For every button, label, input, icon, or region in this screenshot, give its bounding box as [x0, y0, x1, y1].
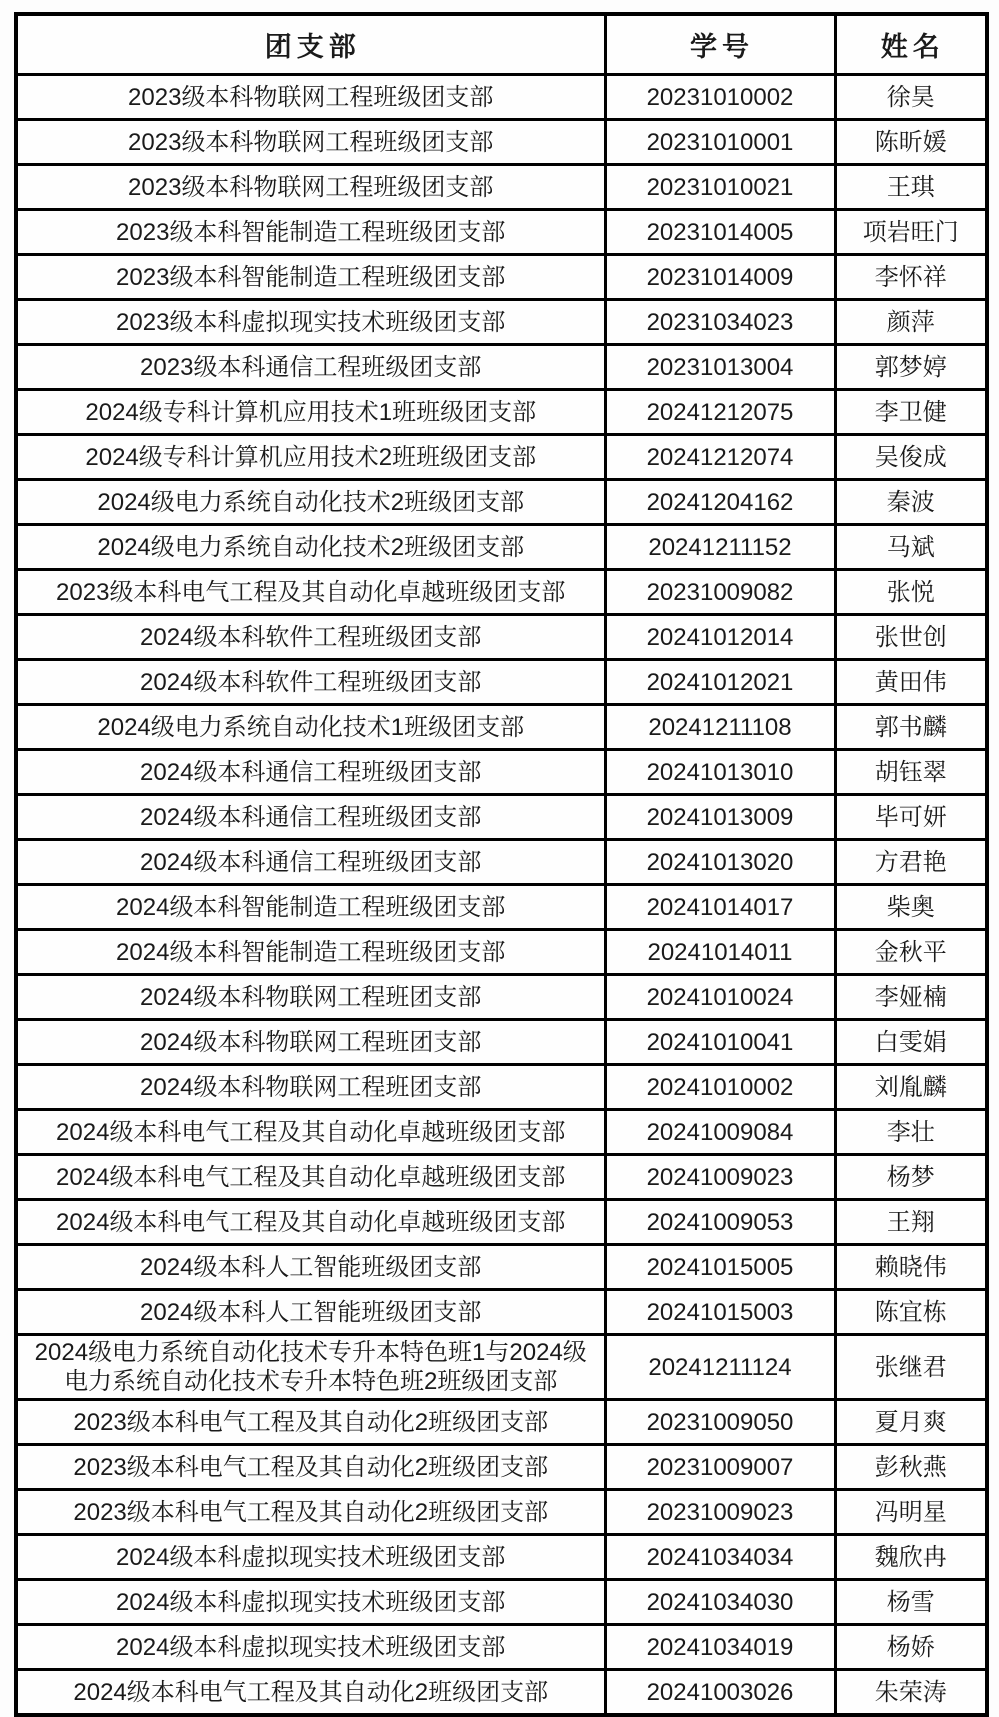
- name-cell: 陈宜栋: [835, 1290, 987, 1335]
- table-row: [16, 165, 987, 210]
- name-cell: 王翔: [835, 1200, 987, 1245]
- branch-cell: 2024级本科电气工程及其自动化卓越班级团支部: [16, 1200, 605, 1245]
- table-row: [16, 1155, 987, 1200]
- name-cell: 杨雪: [835, 1580, 987, 1625]
- name-cell: 郭书麟: [835, 705, 987, 750]
- table-row: [16, 1065, 987, 1110]
- branch-cell: 2023级本科电气工程及其自动化2班级团支部: [16, 1445, 605, 1490]
- student-id-cell: 20241009023: [605, 1155, 835, 1200]
- branch-cell: 2023级本科虚拟现实技术班级团支部: [16, 300, 605, 345]
- student-id-cell: 20241204162: [605, 480, 835, 525]
- branch-cell: 2024级本科物联网工程班团支部: [16, 1020, 605, 1065]
- table-row: [16, 525, 987, 570]
- table-row: [16, 210, 987, 255]
- student-id-cell: 20231009050: [605, 1400, 835, 1445]
- student-id-cell: 20231014005: [605, 210, 835, 255]
- student-id-cell: 20241013009: [605, 795, 835, 840]
- student-id-cell: 20241015003: [605, 1290, 835, 1335]
- branch-cell: 2024级本科人工智能班级团支部: [16, 1245, 605, 1290]
- table-row: [16, 1290, 987, 1335]
- name-cell: 陈昕媛: [835, 120, 987, 165]
- student-id-cell: 20241013010: [605, 750, 835, 795]
- branch-cell: 2023级本科物联网工程班级团支部: [16, 75, 605, 120]
- branch-cell: 2023级本科通信工程班级团支部: [16, 345, 605, 390]
- table-row: [16, 1245, 987, 1290]
- name-cell: 朱荣涛: [835, 1670, 987, 1716]
- name-cell: 马斌: [835, 525, 987, 570]
- branch-cell: 2024级电力系统自动化技术专升本特色班1与2024级电力系统自动化技术专升本特色班2班级团支部: [16, 1335, 605, 1400]
- branch-cell: 2024级本科虚拟现实技术班级团支部: [16, 1535, 605, 1580]
- student-id-cell: 20231010002: [605, 75, 835, 120]
- table-row: [16, 1445, 987, 1490]
- name-cell: 张悦: [835, 570, 987, 615]
- table-row: [16, 75, 987, 120]
- student-id-cell: 20241034034: [605, 1535, 835, 1580]
- branch-cell: 2024级本科虚拟现实技术班级团支部: [16, 1580, 605, 1625]
- branch-cell: 2024级本科通信工程班级团支部: [16, 840, 605, 885]
- name-cell: 颜萍: [835, 300, 987, 345]
- branch-cell: 2024级专科计算机应用技术1班班级团支部: [16, 390, 605, 435]
- league-branch-roster-table: [14, 12, 989, 1717]
- branch-cell: 2024级本科智能制造工程班级团支部: [16, 930, 605, 975]
- name-cell: 彭秋燕: [835, 1445, 987, 1490]
- branch-cell: 2023级本科电气工程及其自动化2班级团支部: [16, 1400, 605, 1445]
- table-row: [16, 1110, 987, 1155]
- table-row: [16, 660, 987, 705]
- table-row: [16, 1400, 987, 1445]
- name-cell: 夏月爽: [835, 1400, 987, 1445]
- header-name: 姓名: [835, 14, 987, 75]
- name-cell: 李怀祥: [835, 255, 987, 300]
- branch-cell: 2023级本科物联网工程班级团支部: [16, 120, 605, 165]
- student-id-cell: 20241013020: [605, 840, 835, 885]
- branch-cell: 2024级本科软件工程班级团支部: [16, 615, 605, 660]
- table-row: [16, 390, 987, 435]
- student-id-cell: 20231014009: [605, 255, 835, 300]
- table-row: [16, 255, 987, 300]
- table-row: [16, 1670, 987, 1716]
- student-id-cell: 20231010001: [605, 120, 835, 165]
- table-row: [16, 480, 987, 525]
- student-id-cell: 20241014011: [605, 930, 835, 975]
- student-id-cell: 20231009082: [605, 570, 835, 615]
- student-id-cell: 20231010021: [605, 165, 835, 210]
- name-cell: 毕可妍: [835, 795, 987, 840]
- table-row: [16, 795, 987, 840]
- student-id-cell: 20241034019: [605, 1625, 835, 1670]
- header-student-id: 学号: [605, 14, 835, 75]
- name-cell: 金秋平: [835, 930, 987, 975]
- name-cell: 白雯娟: [835, 1020, 987, 1065]
- branch-cell: 2024级电力系统自动化技术1班级团支部: [16, 705, 605, 750]
- student-id-cell: 20241015005: [605, 1245, 835, 1290]
- branch-cell: 2023级本科电气工程及其自动化卓越班级团支部: [16, 570, 605, 615]
- name-cell: 项岩旺门: [835, 210, 987, 255]
- table-row: [16, 1200, 987, 1245]
- name-cell: 柴奥: [835, 885, 987, 930]
- branch-cell: 2023级本科电气工程及其自动化2班级团支部: [16, 1490, 605, 1535]
- branch-cell: 2024级电力系统自动化技术2班级团支部: [16, 480, 605, 525]
- table-row: [16, 1535, 987, 1580]
- name-cell: 赖晓伟: [835, 1245, 987, 1290]
- table-row: [16, 615, 987, 660]
- table-body: [16, 75, 987, 1716]
- branch-cell: 2024级本科电气工程及其自动化卓越班级团支部: [16, 1110, 605, 1155]
- table-row: [16, 1335, 987, 1400]
- student-id-cell: 20241212074: [605, 435, 835, 480]
- name-cell: 秦波: [835, 480, 987, 525]
- student-id-cell: 20241014017: [605, 885, 835, 930]
- student-id-cell: 20241211124: [605, 1335, 835, 1400]
- student-id-cell: 20241212075: [605, 390, 835, 435]
- branch-cell: 2024级本科通信工程班级团支部: [16, 795, 605, 840]
- table-row: [16, 1625, 987, 1670]
- table-row: [16, 705, 987, 750]
- branch-cell: 2023级本科智能制造工程班级团支部: [16, 210, 605, 255]
- branch-cell: 2024级电力系统自动化技术2班级团支部: [16, 525, 605, 570]
- student-id-cell: 20241009053: [605, 1200, 835, 1245]
- name-cell: 吴俊成: [835, 435, 987, 480]
- header-branch: 团支部: [16, 14, 605, 75]
- branch-cell: 2024级本科物联网工程班团支部: [16, 975, 605, 1020]
- branch-cell: 2024级专科计算机应用技术2班班级团支部: [16, 435, 605, 480]
- branch-cell: 2024级本科智能制造工程班级团支部: [16, 885, 605, 930]
- branch-cell: 2024级本科人工智能班级团支部: [16, 1290, 605, 1335]
- student-id-cell: 20241034030: [605, 1580, 835, 1625]
- table-row: [16, 570, 987, 615]
- student-id-cell: 20241010041: [605, 1020, 835, 1065]
- name-cell: 李娅楠: [835, 975, 987, 1020]
- name-cell: 刘胤麟: [835, 1065, 987, 1110]
- header-row: [16, 14, 987, 75]
- table-row: [16, 345, 987, 390]
- name-cell: 魏欣冉: [835, 1535, 987, 1580]
- name-cell: 冯明星: [835, 1490, 987, 1535]
- name-cell: 李壮: [835, 1110, 987, 1155]
- table-row: [16, 300, 987, 345]
- branch-cell: 2024级本科电气工程及其自动化卓越班级团支部: [16, 1155, 605, 1200]
- name-cell: 方君艳: [835, 840, 987, 885]
- branch-cell: 2024级本科物联网工程班团支部: [16, 1065, 605, 1110]
- name-cell: 徐昊: [835, 75, 987, 120]
- student-id-cell: 20231009023: [605, 1490, 835, 1535]
- table-row: [16, 840, 987, 885]
- table-row: [16, 435, 987, 480]
- table-row: [16, 750, 987, 795]
- table-row: [16, 1490, 987, 1535]
- name-cell: 张继君: [835, 1335, 987, 1400]
- student-id-cell: 20231034023: [605, 300, 835, 345]
- table-row: [16, 1580, 987, 1625]
- table-header: [16, 14, 987, 75]
- branch-cell: 2024级本科电气工程及其自动化2班级团支部: [16, 1670, 605, 1716]
- table-row: [16, 930, 987, 975]
- student-id-cell: 20241010002: [605, 1065, 835, 1110]
- name-cell: 王琪: [835, 165, 987, 210]
- table-row: [16, 885, 987, 930]
- name-cell: 杨梦: [835, 1155, 987, 1200]
- branch-cell: 2023级本科智能制造工程班级团支部: [16, 255, 605, 300]
- student-id-cell: 20241211108: [605, 705, 835, 750]
- name-cell: 张世创: [835, 615, 987, 660]
- branch-cell: 2024级本科虚拟现实技术班级团支部: [16, 1625, 605, 1670]
- student-id-cell: 20231009007: [605, 1445, 835, 1490]
- student-id-cell: 20241012021: [605, 660, 835, 705]
- student-id-cell: 20241211152: [605, 525, 835, 570]
- student-id-cell: 20241012014: [605, 615, 835, 660]
- student-id-cell: 20241009084: [605, 1110, 835, 1155]
- branch-cell: 2023级本科物联网工程班级团支部: [16, 165, 605, 210]
- table-row: [16, 975, 987, 1020]
- student-id-cell: 20241003026: [605, 1670, 835, 1716]
- name-cell: 黄田伟: [835, 660, 987, 705]
- branch-cell: 2024级本科通信工程班级团支部: [16, 750, 605, 795]
- name-cell: 杨娇: [835, 1625, 987, 1670]
- table-row: [16, 120, 987, 165]
- name-cell: 胡钰翠: [835, 750, 987, 795]
- branch-cell: 2024级本科软件工程班级团支部: [16, 660, 605, 705]
- student-id-cell: 20231013004: [605, 345, 835, 390]
- name-cell: 李卫健: [835, 390, 987, 435]
- name-cell: 郭梦婷: [835, 345, 987, 390]
- student-id-cell: 20241010024: [605, 975, 835, 1020]
- table-row: [16, 1020, 987, 1065]
